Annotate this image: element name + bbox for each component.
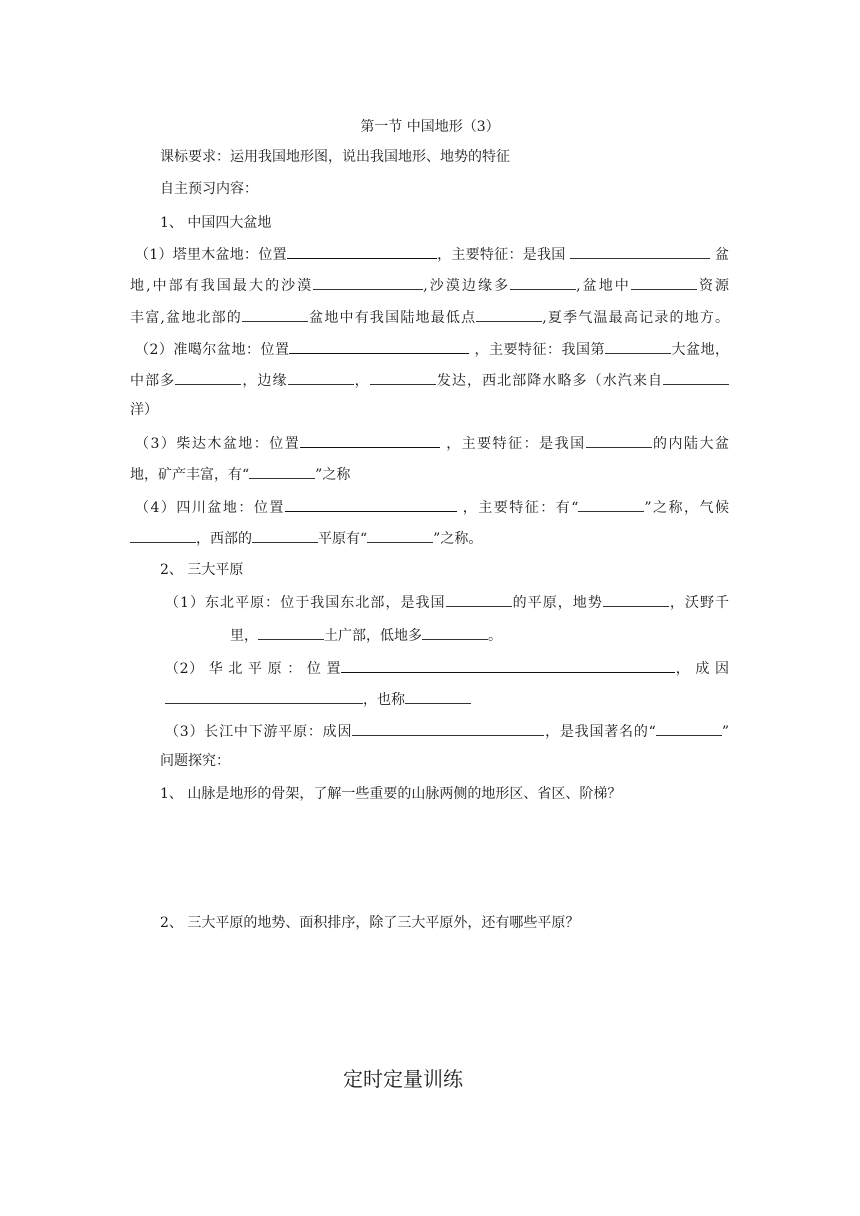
sichuan-climate-blank xyxy=(130,527,196,543)
junggar-rank-blank xyxy=(605,338,671,354)
tarim-desert-blank xyxy=(313,274,423,290)
sichuan-location-blank xyxy=(285,496,457,512)
sichuan-line-1 xyxy=(135,496,729,518)
training-heading: 定时定量训练 xyxy=(343,1067,463,1091)
junggar-ocean-blank xyxy=(663,369,729,385)
sichuan-climate-label: ”之称，气候 xyxy=(644,500,729,516)
sichuan-plain-label: 平原有“ xyxy=(318,531,368,547)
sichuan-plain-nickname-blank xyxy=(367,527,433,543)
sichuan-west-label: ，西部的 xyxy=(196,531,252,547)
northeast-fertile-text: ，沃野千 xyxy=(668,595,730,611)
tarim-resource-text: 资源 xyxy=(696,278,730,294)
junggar-location-blank xyxy=(289,338,469,354)
qaidam-location-blank xyxy=(300,432,440,448)
tarim-line-1 xyxy=(135,243,729,265)
junggar-center-label: 中部多 xyxy=(130,373,176,389)
northeast-period: 。 xyxy=(488,628,502,644)
northeast-line-2 xyxy=(230,624,502,646)
tarim-lowest-label: 盆地中有我国陆地最低点 xyxy=(307,310,477,326)
north-china-label: （2） 华 北 平 原 ： 位 置 xyxy=(165,661,342,677)
junggar-line-3: 洋） xyxy=(130,402,158,418)
northeast-li: 里， xyxy=(230,628,258,644)
tarim-hottest-text: ,夏季气温最高记录的地方。 xyxy=(542,310,730,326)
sichuan-plain-blank xyxy=(252,527,318,543)
qaidam-feature-label: ，主要特征：是我国 xyxy=(446,436,586,452)
sichuan-plain-end: ”之称。 xyxy=(433,531,483,547)
yangtze-label: （3）长江中下游平原：成因 xyxy=(165,724,353,740)
sichuan-feature-label: ，主要特征：有“ xyxy=(462,500,579,516)
tarim-label: （1）塔里木盆地：位置 xyxy=(135,247,287,263)
north-china-line-1 xyxy=(165,657,729,679)
junggar-line-1 xyxy=(135,338,729,360)
tarim-edge-blank xyxy=(510,274,576,290)
north-china-cause-blank xyxy=(165,688,363,704)
junggar-label: （2）准噶尔盆地：位置 xyxy=(135,342,290,358)
northeast-terrain-blank xyxy=(603,591,669,607)
northeast-lowland-blank xyxy=(422,624,488,640)
junggar-feature-label: ，主要特征：我国第 xyxy=(474,342,605,358)
curriculum-requirement: 课标要求：运用我国地形图，说出我国地形、地势的特征 xyxy=(160,149,510,165)
tarim-line-2 xyxy=(130,274,729,296)
junggar-center-blank xyxy=(175,369,241,385)
qaidam-line-2 xyxy=(130,463,350,485)
yangtze-quote-end: ” xyxy=(721,724,729,740)
junggar-developed-blank xyxy=(370,369,436,385)
northeast-line-1 xyxy=(165,591,729,613)
tarim-north-blank xyxy=(242,306,308,322)
tarim-resource-blank xyxy=(631,274,697,290)
northeast-terrain-label: 的平原，地势 xyxy=(511,595,603,611)
qaidam-basin-text: 的内陆大盆 xyxy=(651,436,729,452)
tarim-desert-label: 地,中部有我国最大的沙漠 xyxy=(130,278,314,294)
junggar-basin-text: 大盆地， xyxy=(670,342,730,358)
question-2: 2、 三大平原的地势、面积排序，除了三大平原外，还有哪些平原？ xyxy=(160,915,580,931)
qaidam-rank-blank xyxy=(586,432,652,448)
yangtze-cause-blank xyxy=(352,720,544,736)
yangtze-line xyxy=(165,720,729,742)
sichuan-label: （4）四川盆地：位置 xyxy=(135,500,285,516)
tarim-resource-label: ,盆地中 xyxy=(576,278,631,294)
tarim-location-blank xyxy=(287,243,437,259)
question-1: 1、 山脉是地形的骨架，了解一些重要的山脉两侧的地形区、省区、阶梯？ xyxy=(160,786,622,802)
north-china-cause-label: ， 成 因 xyxy=(675,661,730,677)
northeast-lowland-label: 土广部，低地多 xyxy=(324,628,422,644)
north-china-aka-blank xyxy=(405,688,471,704)
junggar-rain-text: 发达，西北部降水略多（水汽来自 xyxy=(435,373,664,389)
tarim-feature-label: ，主要特征：是我国 xyxy=(436,247,566,263)
northeast-soil-blank xyxy=(258,624,324,640)
northeast-rank-blank xyxy=(446,591,512,607)
qaidam-line-1 xyxy=(135,432,729,454)
junggar-edge-blank xyxy=(288,369,354,385)
tarim-north-label: 丰富,盆地北部的 xyxy=(130,310,242,326)
qaidam-nickname-label: 地，矿产丰富，有“ xyxy=(130,467,250,483)
sichuan-line-2 xyxy=(130,527,482,549)
junggar-comma: ， xyxy=(353,373,370,389)
tarim-rank-blank xyxy=(570,243,710,259)
preview-heading: 自主预习内容： xyxy=(160,181,258,197)
qaidam-nickname-end: ”之称 xyxy=(315,467,351,483)
inquiry-heading: 问题探究： xyxy=(160,753,230,769)
junggar-edge-label: ，边缘 xyxy=(241,373,288,389)
qaidam-nickname-blank xyxy=(249,463,315,479)
northeast-label: （1）东北平原：位于我国东北部，是我国 xyxy=(165,595,446,611)
sichuan-nickname-blank xyxy=(578,496,644,512)
tarim-line-3 xyxy=(130,306,729,328)
tarim-basin-text: 盆 xyxy=(714,247,729,263)
page-title: 第一节 中国地形（3） xyxy=(360,119,500,135)
section1-heading: 1、 中国四大盆地 xyxy=(160,215,272,231)
north-china-location-blank xyxy=(341,657,675,673)
qaidam-label: （3）柴达木盆地：位置 xyxy=(135,436,301,452)
yangtze-famous-label: ，是我国著名的“ xyxy=(544,724,656,740)
yangtze-nickname-blank xyxy=(656,720,722,736)
north-china-aka-label: ，也称 xyxy=(363,692,405,708)
junggar-line-2 xyxy=(130,369,729,391)
tarim-lowest-blank xyxy=(476,306,542,322)
north-china-line-2 xyxy=(165,688,471,710)
tarim-edge-label: ,沙漠边缘多 xyxy=(423,278,511,294)
section2-heading: 2、 三大平原 xyxy=(160,562,244,578)
